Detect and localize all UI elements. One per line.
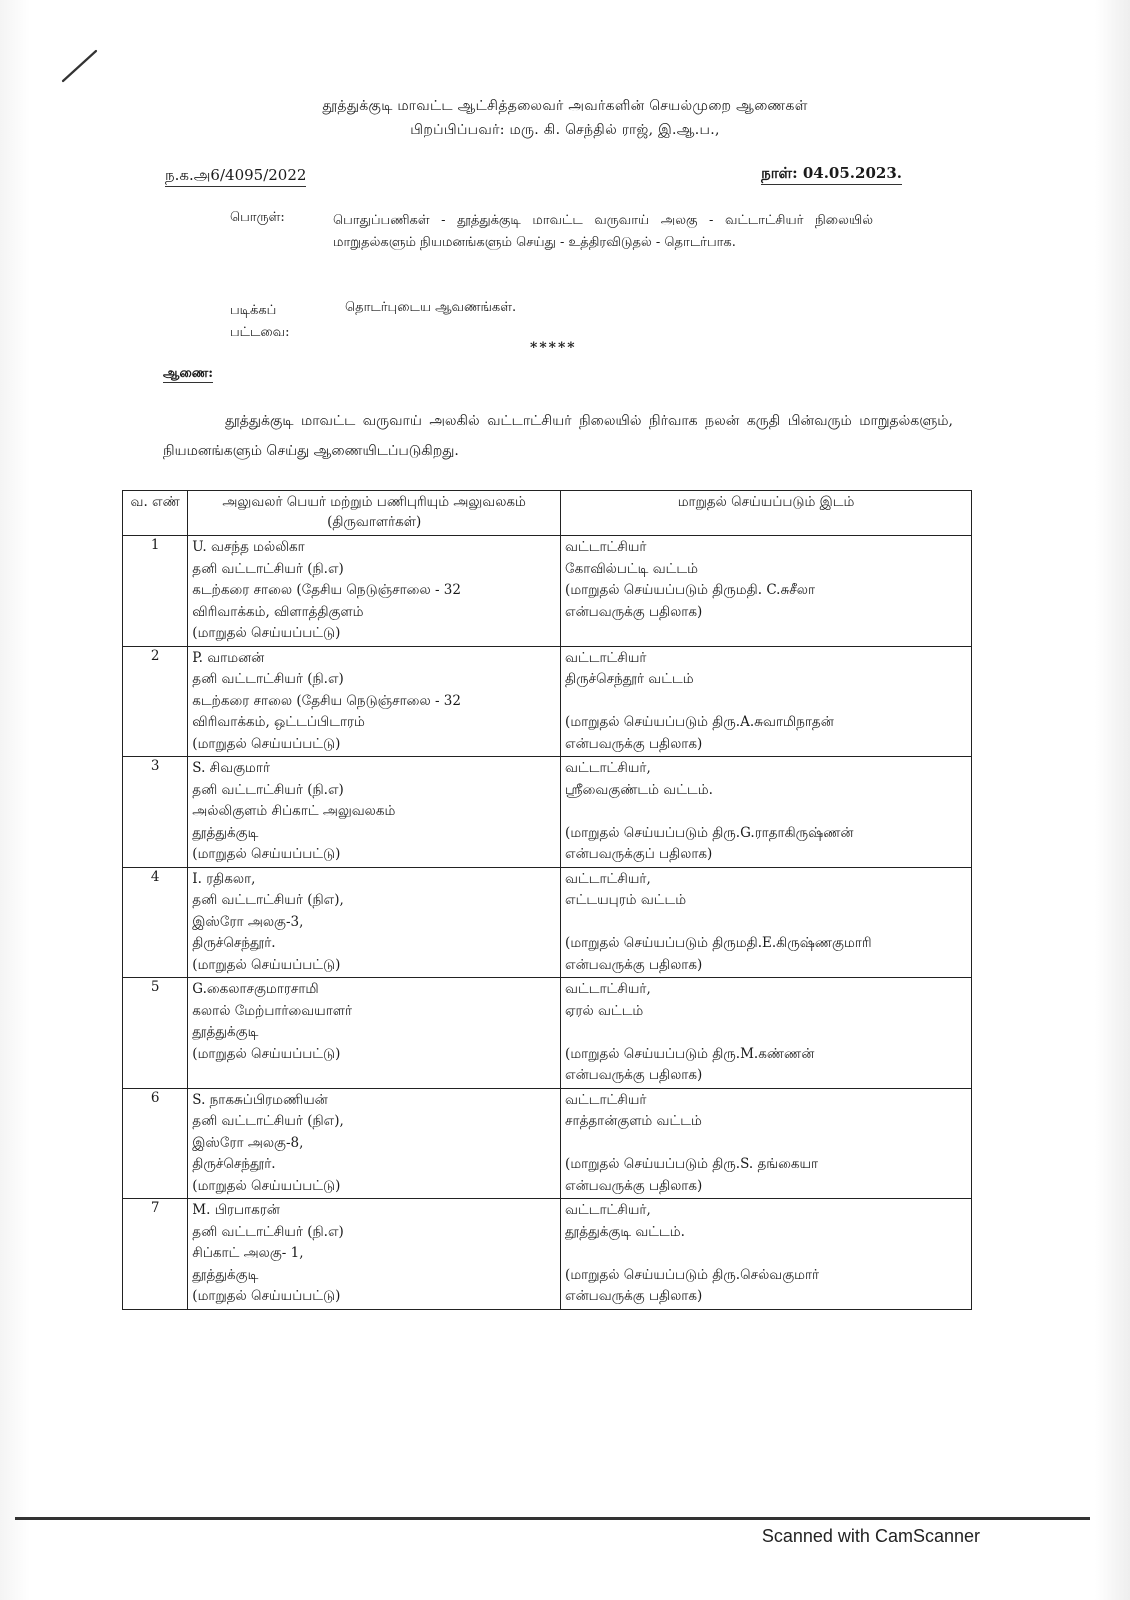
posting-line: (மாறுதல் செய்யப்படும் திருமதி.E.கிருஷ்ணகுமாரி — [565, 935, 872, 951]
header-officer: அலுவலர் பெயர் மற்றும் பணிபுரியும் அலுவலகம் (திருவாளர்கள்) — [188, 491, 561, 536]
officer-line: விரிவாக்கம், விளாத்திகுளம் — [192, 603, 364, 620]
officer-line: அல்லிகுளம் சிப்காட் அலுவலகம் — [192, 803, 396, 819]
posting-line: வட்டாட்சியர் — [565, 1091, 647, 1108]
order-date: நாள்: 04.05.2023. — [761, 164, 902, 185]
row-posting-details — [561, 1088, 972, 1199]
officer-line: (மாறுதல் செய்யப்பட்டு) — [192, 956, 341, 973]
row-posting-details — [561, 867, 972, 978]
posting-line: என்பவருக்கு பதிலாக) — [565, 956, 703, 973]
reference-text: தொடர்புடைய ஆவணங்கள். — [345, 300, 517, 315]
posting-line: ஏரல் வட்டம் — [565, 1002, 644, 1019]
row-serial: 2 — [123, 646, 188, 757]
table-row — [123, 1199, 972, 1310]
posting-line — [565, 801, 967, 823]
reference-label: படிக்கப் பட்டவை: — [230, 303, 290, 340]
row-serial: 7 — [123, 1199, 188, 1310]
table-body — [123, 536, 972, 1310]
posting-line — [565, 691, 967, 713]
posting-line: (மாறுதல் செய்யப்படும் திரு.A.சுவாமிநாதன் — [565, 714, 834, 730]
row-serial: 4 — [123, 867, 188, 978]
header-serial: வ. எண் — [123, 491, 188, 536]
officer-line: திருச்செந்தூர். — [192, 1156, 276, 1172]
officer-line: சிப்காட் அலகு- 1, — [192, 1245, 304, 1261]
header-posting: மாறுதல் செய்யப்படும் இடம் — [561, 491, 972, 536]
posting-line: வட்டாட்சியர் — [565, 649, 647, 666]
row-posting-details — [561, 1199, 972, 1310]
officer-line: P. வாமனன் — [192, 649, 265, 666]
posting-line: தூத்துக்குடி வட்டம். — [565, 1223, 685, 1240]
posting-line — [565, 1022, 967, 1044]
row-officer-details — [188, 536, 561, 647]
officer-line: விரிவாக்கம், ஒட்டப்பிடாரம் — [192, 714, 365, 730]
officer-line: U. வசந்த மல்லிகா — [192, 539, 305, 555]
posting-line: எட்டயபுரம் வட்டம் — [565, 892, 687, 908]
posting-line: ஸ்ரீவைகுண்டம் வட்டம். — [565, 781, 713, 798]
row-serial: 3 — [123, 757, 188, 868]
posting-line: சாத்தான்குளம் வட்டம் — [565, 1113, 702, 1129]
posting-line: வட்டாட்சியர் — [565, 539, 647, 555]
officer-line: தனி வட்டாட்சியர் (நி.எ) — [192, 781, 344, 798]
row-posting-details — [561, 646, 972, 757]
officer-line: தனி வட்டாட்சியர் (நி.எ) — [192, 671, 344, 687]
officer-line: (மாறுதல் செய்யப்பட்டு) — [192, 1045, 341, 1062]
posting-line: என்பவருக்கு பதிலாக) — [565, 1288, 703, 1304]
row-officer-details — [188, 646, 561, 757]
posting-line: கோவில்பட்டி வட்டம் — [565, 560, 698, 577]
posting-line — [565, 912, 967, 934]
row-serial: 5 — [123, 978, 188, 1089]
footer-rule — [15, 1517, 1090, 1520]
reference-number: ந.க.அ6/4095/2022 — [165, 166, 306, 187]
officer-line: S. நாகசுப்பிரமணியன் — [192, 1091, 328, 1108]
row-officer-details — [188, 1199, 561, 1310]
officer-line: M. பிரபாகரன் — [192, 1202, 280, 1218]
pen-stroke-mark — [60, 48, 100, 84]
row-serial: 1 — [123, 536, 188, 647]
posting-line: (மாறுதல் செய்யப்படும் திரு.S. தங்கையா — [565, 1156, 819, 1172]
header-title: தூத்துக்குடி மாவட்ட ஆட்சித்தலைவர் அவர்களின் செயல்முறை ஆணைகள் — [322, 98, 808, 114]
row-posting-details — [561, 757, 972, 868]
table-row — [123, 757, 972, 868]
row-posting-details — [561, 536, 972, 647]
officer-line: கலால் மேற்பார்வையாளர் — [192, 1002, 353, 1019]
posting-line: (மாறுதல் செய்யப்படும் திரு.செல்வகுமார் — [565, 1266, 820, 1283]
posting-line: வட்டாட்சியர், — [565, 1202, 651, 1218]
officer-line: (மாறுதல் செய்யப்பட்டு) — [192, 846, 341, 862]
table-row — [123, 536, 972, 647]
officer-line: தனி வட்டாட்சியர் (நிஎ), — [192, 1113, 344, 1129]
officer-line: தூத்துக்குடி — [192, 1266, 259, 1283]
officer-line: (மாறுதல் செய்யப்பட்டு) — [192, 625, 341, 641]
subject-label: பொருள்: — [230, 210, 285, 225]
order-paragraph: தூத்துக்குடி மாவட்ட வருவாய் அலகில் வட்டாட்சியர் நிலையில் நிர்வாக நலன் கருதி பின்வரும் மாறுதல்களும், நியமனங்களும் செய்து ஆணையிடப்படுகிறது. — [163, 413, 953, 459]
posting-line: (மாறுதல் செய்யப்படும் திரு.G.ராதாகிருஷ்ணன் — [565, 824, 854, 841]
posting-line: திருச்செந்தூர் வட்டம் — [565, 671, 694, 687]
table-row — [123, 978, 972, 1089]
posting-line: என்பவருக்குப் பதிலாக) — [565, 846, 713, 862]
subject-text: பொதுப்பணிகள் - தூத்துக்குடி மாவட்ட வருவாய் அலகு - வட்டாட்சியர் நிலையில் மாறுதல்களும் நியமனங்களும் செய்து - உத்திரவிடுதல் - தொடர்பாக. — [333, 213, 873, 250]
order-label: ஆணை: — [163, 366, 214, 381]
row-serial: 6 — [123, 1088, 188, 1199]
posting-line: என்பவருக்கு பதிலாக) — [565, 735, 703, 752]
officer-line: I. ரதிகலா, — [192, 870, 256, 887]
officer-line: தூத்துக்குடி — [192, 824, 259, 841]
posting-line: என்பவருக்கு பதிலாக) — [565, 1177, 703, 1194]
row-posting-details — [561, 978, 972, 1089]
officer-line: திருச்செந்தூர். — [192, 935, 276, 951]
officer-line: G.கைலாசகுமாரசாமி — [192, 981, 319, 997]
posting-line: வட்டாட்சியர், — [565, 981, 651, 997]
officer-line: தனி வட்டாட்சியர் (நி.எ) — [192, 560, 344, 577]
officer-line: கடற்கரை சாலை (தேசிய நெடுஞ்சாலை - 32 — [192, 582, 461, 598]
row-officer-details — [188, 1088, 561, 1199]
posting-line: என்பவருக்கு பதிலாக) — [565, 603, 703, 620]
posting-line: வட்டாட்சியர், — [565, 760, 651, 776]
officer-line: (மாறுதல் செய்யப்பட்டு) — [192, 1177, 341, 1194]
posting-line: வட்டாட்சியர், — [565, 870, 651, 887]
officer-line: (மாறுதல் செய்யப்பட்டு) — [192, 1288, 341, 1304]
row-officer-details — [188, 757, 561, 868]
officer-line: தனி வட்டாட்சியர் (நிஎ), — [192, 892, 344, 908]
table-row — [123, 1088, 972, 1199]
officer-line: (மாறுதல் செய்யப்பட்டு) — [192, 735, 341, 752]
posting-line: என்பவருக்கு பதிலாக) — [565, 1067, 703, 1083]
officer-line: தனி வட்டாட்சியர் (நி.எ) — [192, 1223, 344, 1240]
officer-line: இஸ்ரோ அலகு-3, — [192, 913, 304, 930]
officer-line: இஸ்ரோ அலகு-8, — [192, 1134, 304, 1151]
posting-line: (மாறுதல் செய்யப்படும் திரு.M.கண்ணன் — [565, 1045, 815, 1062]
officer-line: S. சிவகுமார் — [192, 760, 271, 776]
section-separator: ***** — [530, 340, 577, 356]
transfer-table — [122, 490, 972, 1310]
table-header-row — [123, 491, 972, 536]
posting-line: (மாறுதல் செய்யப்படும் திருமதி. C.சுசீலா — [565, 582, 815, 598]
posting-line — [565, 1243, 967, 1265]
row-officer-details — [188, 867, 561, 978]
header-issuer: பிறப்பிப்பவர்: மரு. கி. செந்தில் ராஜ், இ.ஆ.ப., — [410, 122, 720, 138]
posting-line — [565, 1133, 967, 1155]
row-officer-details — [188, 978, 561, 1089]
table-row — [123, 646, 972, 757]
scanner-watermark: Scanned with CamScanner — [761, 1526, 980, 1546]
officer-line: கடற்கரை சாலை (தேசிய நெடுஞ்சாலை - 32 — [192, 692, 461, 709]
officer-line: தூத்துக்குடி — [192, 1024, 259, 1040]
table-row — [123, 867, 972, 978]
